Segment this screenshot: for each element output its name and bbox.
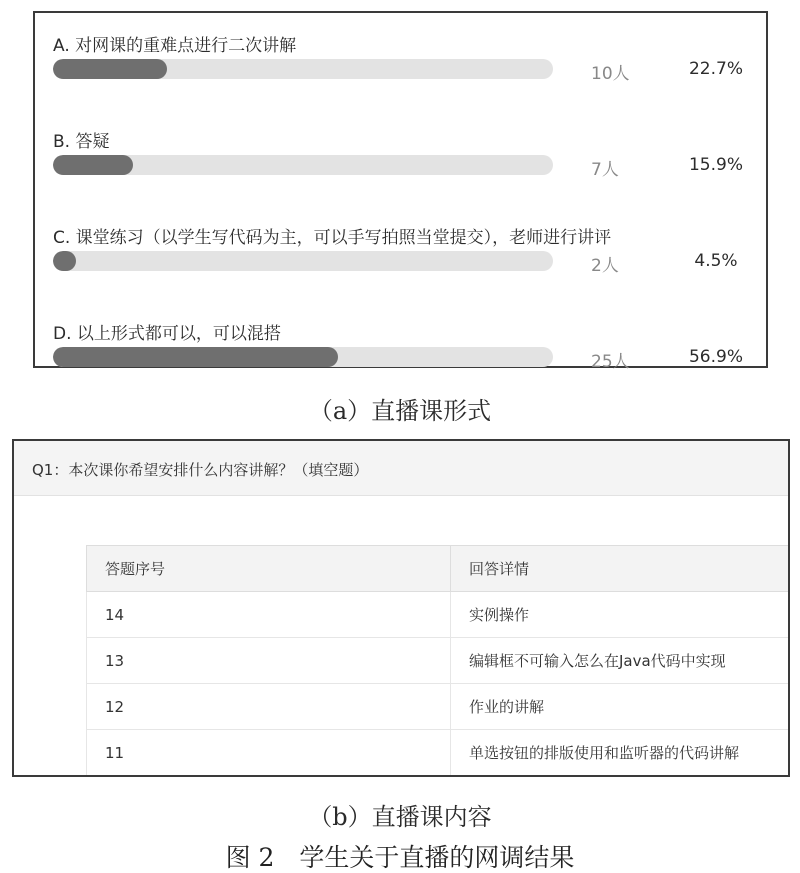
table-header-row — [87, 546, 791, 592]
option-label: D. 以上形式都可以，可以混搭 — [53, 324, 281, 344]
survey-option-a — [35, 31, 766, 111]
progress-bar-fill — [53, 251, 76, 271]
column-header-answer-number: 答题序号 — [87, 546, 451, 592]
figure-title: 图 2 学生关于直播的网调结果 — [225, 843, 575, 872]
progress-bar-fill — [53, 155, 133, 175]
column-header-answer-detail: 回答详情 — [451, 546, 791, 592]
table-row — [87, 638, 791, 684]
answer-number-cell: 13 — [87, 638, 451, 684]
progress-bar-track — [53, 59, 553, 79]
progress-bar-track — [53, 347, 553, 367]
option-count: 10人 — [591, 64, 630, 84]
answer-detail-cell: 单选按钮的排版使用和监听器的代码讲解 — [451, 730, 791, 776]
option-percent: 22.7% — [688, 59, 743, 79]
progress-bar-fill — [53, 347, 338, 367]
option-percent: 4.5% — [694, 251, 738, 271]
progress-bar-fill — [53, 59, 167, 79]
answer-number-cell: 14 — [87, 592, 451, 638]
option-count: 7人 — [591, 160, 619, 180]
option-label: B. 答疑 — [53, 132, 110, 152]
survey-results-panel — [33, 11, 768, 372]
option-percent: 15.9% — [688, 155, 743, 175]
table-row — [87, 684, 791, 730]
answers-table — [86, 545, 790, 776]
answer-number-cell: 12 — [87, 684, 451, 730]
caption-b: （b）直播课内容 — [308, 803, 492, 831]
answer-detail-cell: 实例操作 — [451, 592, 791, 638]
question-responses-panel — [12, 439, 790, 777]
caption-a: （a）直播课形式 — [308, 397, 492, 425]
option-count: 25人 — [591, 352, 630, 372]
survey-option-d — [35, 319, 766, 399]
progress-bar-track — [53, 155, 553, 175]
option-count: 2人 — [591, 256, 619, 276]
answer-detail-cell: 编辑框不可输入怎么在Java代码中实现 — [451, 638, 791, 684]
table-row — [87, 592, 791, 638]
answer-number-cell: 11 — [87, 730, 451, 776]
option-label: C. 课堂练习（以学生写代码为主，可以手写拍照当堂提交），老师进行讲评 — [53, 228, 612, 248]
table-row — [87, 730, 791, 776]
answer-detail-cell: 作业的讲解 — [451, 684, 791, 730]
question-header — [14, 441, 788, 496]
progress-bar-track — [53, 251, 553, 271]
survey-option-c — [35, 223, 766, 303]
option-percent: 56.9% — [688, 347, 743, 367]
survey-option-b — [35, 127, 766, 207]
question-text: Q1：本次课你希望安排什么内容讲解？（填空题） — [32, 461, 369, 479]
option-label: A. 对网课的重难点进行二次讲解 — [53, 36, 297, 56]
